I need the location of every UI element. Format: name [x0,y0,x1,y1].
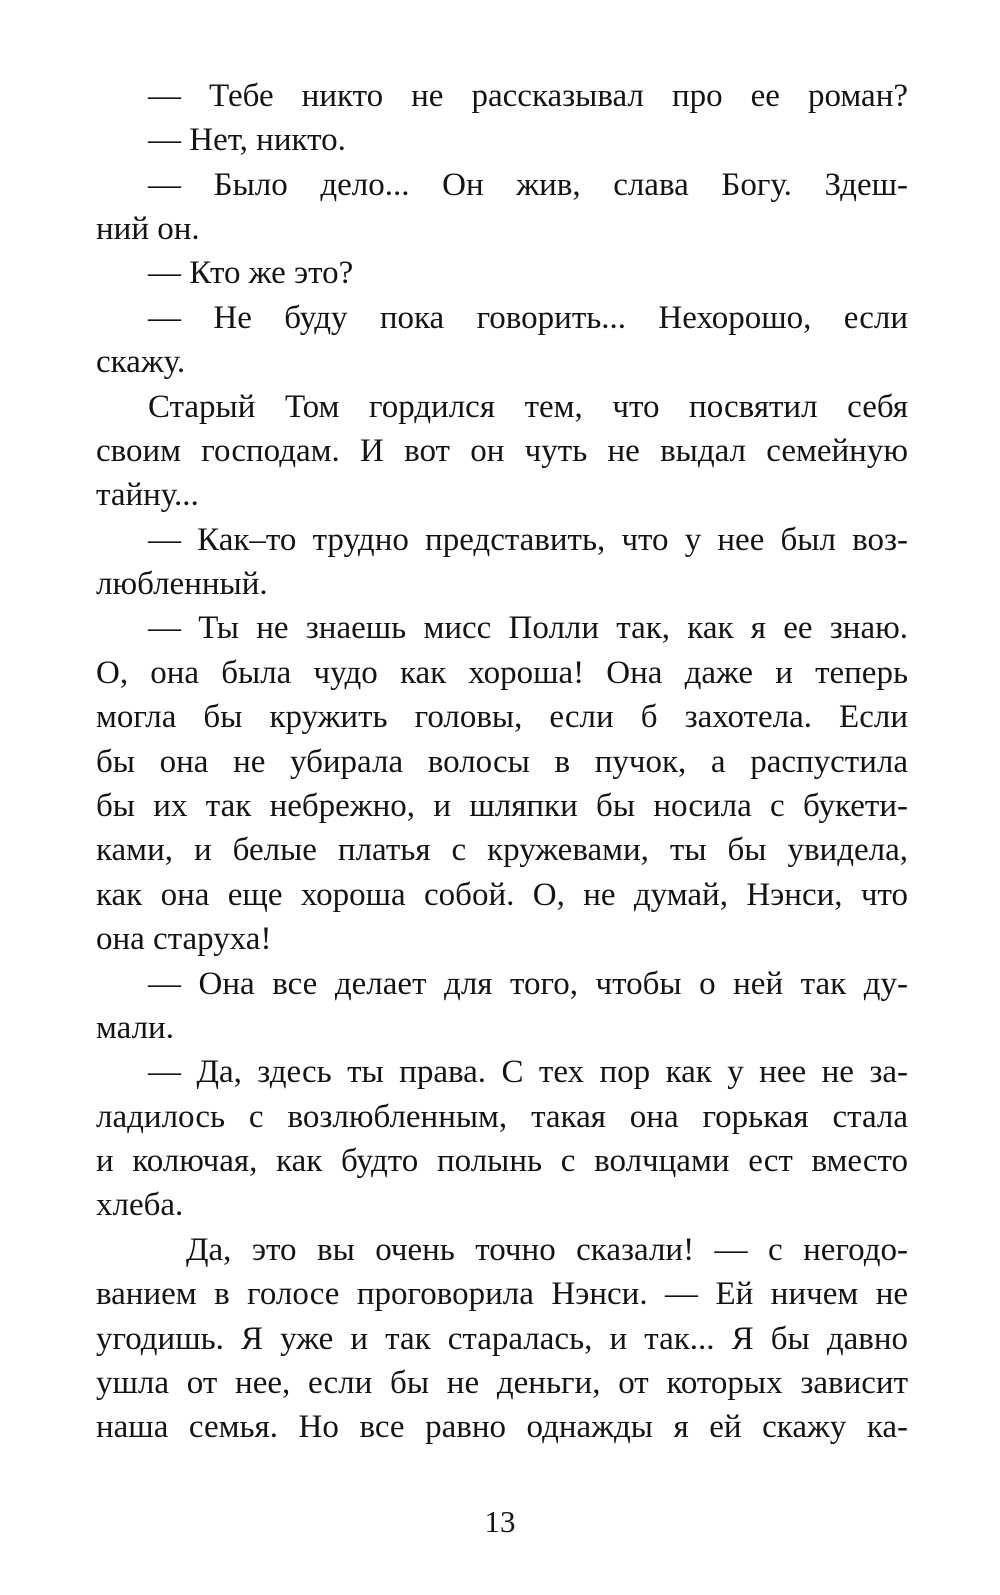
text-line: — Как–то трудно представить, что у нее был воз- [148,522,908,558]
page-number: 13 [484,1504,516,1539]
text-line: своим господам. И вот он чуть не выдал семейную [96,433,908,469]
text-line: скажу. [96,344,186,380]
text-line: — Было дело... Он жив, слава Богу. Здеш- [148,167,908,203]
text-line: бы их так небрежно, и шляпки бы носила с букети- [96,788,908,824]
text-line: — Она все делает для того, чтобы о ней так ду- [148,966,908,1002]
text-line: ушла от нее, если бы не деньги, от которых зависит [96,1365,908,1401]
text-line: ладилось с возлюбленным, такая она горькая стала [96,1099,908,1135]
text-line: О, она была чудо как хороша! Она даже и теперь [96,655,908,691]
text-line: — Тебе никто не рассказывал про ее роман? [148,78,908,114]
text-line: — Нет, никто. [148,122,346,158]
text-line: ками, и белые платья с кружевами, ты бы увидела, [96,832,908,868]
text-line: Да, это вы очень точно сказали! — с негодо- [186,1232,908,1268]
text-line: как она еще хороша собой. О, не думай, Нэнси, что [96,877,908,913]
text-line: хлеба. [96,1187,184,1223]
text-line: угодишь. Я уже и так старалась, и так... Я бы давно [96,1321,908,1357]
text-line: — Ты не знаешь мисс Полли так, как я ее знаю. [148,610,908,646]
text-line: — Да, здесь ты права. С тех пор как у нее не за- [148,1054,908,1090]
text-line: ванием в голосе проговорила Нэнси. — Ей ничем не [96,1276,908,1312]
text-line: любленный. [96,566,268,602]
text-line: тайну... [96,477,199,513]
text-line: — Кто же это? [148,255,354,291]
text-line: мали. [96,1010,174,1046]
text-line: и колючая, как будто полынь с волчцами ест вместо [96,1143,908,1179]
text-line: могла бы кружить головы, если б захотела. Если [96,699,908,735]
text-line: — Не буду пока говорить... Нехорошо, если [148,300,908,336]
text-line: она старуха! [96,921,272,957]
text-line: ний он. [96,211,200,247]
text-line: Старый Том гордился тем, что посвятил себя [148,389,908,425]
text-line: наша семья. Но все равно однажды я ей скажу ка- [96,1409,908,1445]
text-line: бы она не убирала волосы в пучок, а распустила [96,744,908,780]
